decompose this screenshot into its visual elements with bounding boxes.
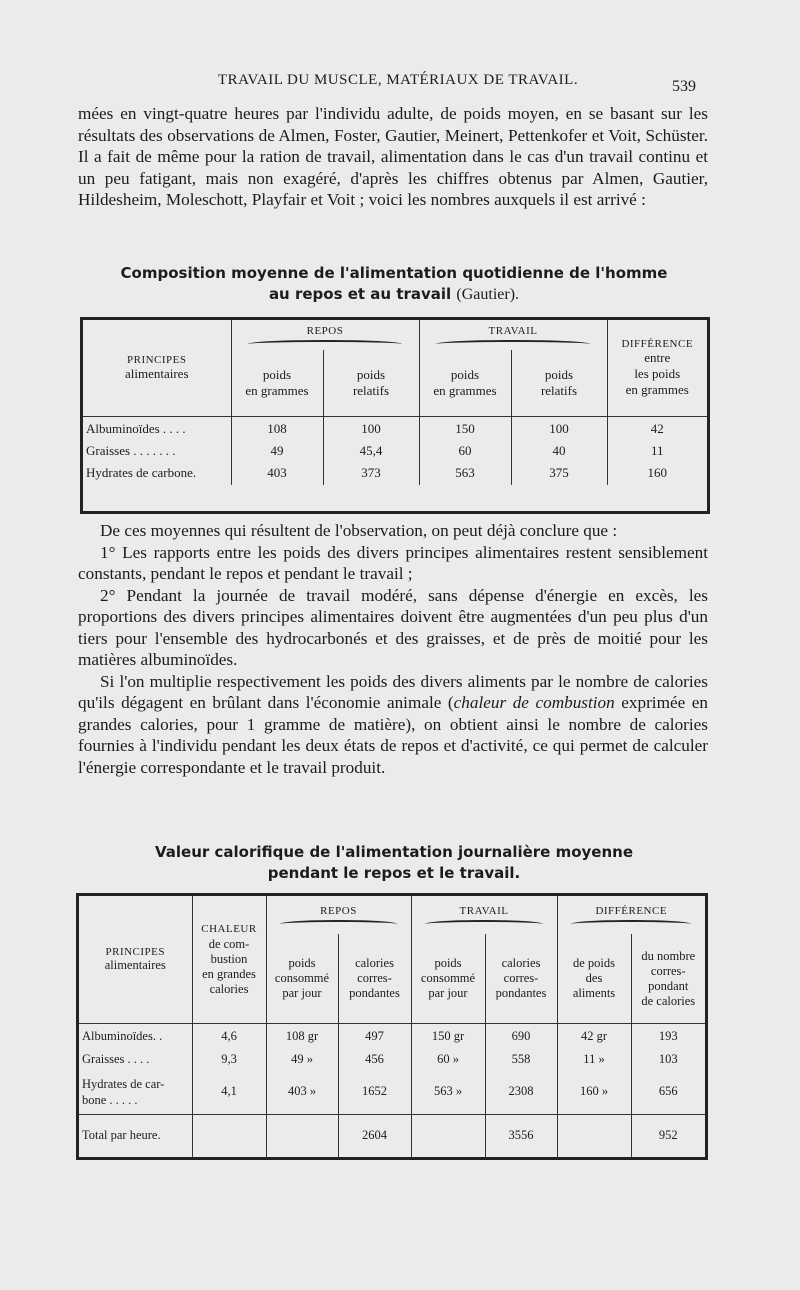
t2-head-chaleur-2: de com- (208, 936, 250, 951)
t1-head-repos (231, 320, 419, 350)
intro-text: mées en vingt-quatre heures par l'individu adulte, de poids moyen, en se basant sur les résultats des observations de Almen, Foster, Gautier, Meinert, Pettenkofer et Voit, Schüster. Il a fait de même pour la ration de travail, alimentation dans le cas d'un travail continu et un peu fatigant, mais non exagéré, d'après les chiffres obtenus par Almen, Gautier, Hildesheim, Moleschott, Playfair et Voit ; voici les nombres auxquels il est arrivé : (78, 104, 708, 209)
calories-paragraph (78, 671, 708, 779)
cell: 690 (485, 1023, 557, 1049)
t2-head-principes-1: PRINCIPES (105, 945, 166, 958)
cell: 456 (338, 1050, 411, 1070)
paragraph: 2° Pendant la journée de travail modéré, sans dépense d'énergie en excès, les proportions des divers principes alimentaires doivent être augmentées d'un peu plus d'un tiers pour l'ensemble des hydrocarbonés et des graisses, et de près de moitié pour les matières albuminoïdes. (78, 585, 708, 669)
t1-sub-repos-relatifs (323, 350, 419, 416)
t1-head-principes-2: alimentaires (124, 365, 189, 381)
t2-head-principes-2: alimentaires (104, 957, 166, 972)
cell: 108 gr (266, 1023, 338, 1049)
t2-sub-label: par jour (428, 986, 468, 1001)
table-row (83, 416, 707, 441)
cell: 952 (658, 1128, 678, 1143)
cell: 2604 (338, 1114, 411, 1157)
running-title: TRAVAIL DU MUSCLE, MATÉRIAUX DE TRAVAIL. (217, 72, 579, 88)
t2-head-chaleur-1: CHALEUR (201, 922, 257, 935)
t2-sub-label: corres- (650, 963, 686, 978)
cell: 103 (658, 1052, 678, 1067)
t1-sub-label: relatifs (540, 382, 578, 398)
table2 (79, 896, 705, 1157)
table2-title-line2: pendant le repos et le travail. (267, 864, 521, 882)
t2-sub-label: par jour (282, 986, 322, 1001)
cell: 100 (323, 416, 419, 441)
table-total-row (79, 1114, 705, 1157)
t2-sub-label: corres- (357, 971, 392, 986)
t2-sub-label: pondantes (495, 986, 547, 1001)
row-label: Albuminoïdes . . . . (83, 416, 231, 441)
t2-head-travail (411, 896, 557, 934)
cell: 160 » (557, 1070, 631, 1115)
t2-sub-label: du nombre (641, 948, 696, 963)
t1-head-repos-label: REPOS (306, 325, 344, 337)
t1-sub-label: relatifs (352, 382, 390, 398)
cell: 42 gr (557, 1023, 631, 1049)
table1-title-line2 (78, 284, 710, 305)
t2-sub-label: consommé (274, 971, 330, 986)
t2-sub-label: poids (434, 956, 462, 971)
t1-sub-repos-grammes (231, 350, 323, 416)
t1-head-principes (83, 320, 231, 416)
t2-head-difference-label: DIFFÉRENCE (595, 904, 668, 917)
cell: 11 » (557, 1050, 631, 1070)
cell: 42 (650, 420, 664, 436)
cell: 108 (231, 416, 323, 441)
conclusions (78, 520, 708, 778)
t2-sub-travail-cal (485, 934, 557, 1023)
table2-title-line1: Valeur calorifique de l'alimentation journalière moyenne (154, 843, 633, 861)
t1-head-difference (607, 320, 707, 416)
cell: 558 (485, 1050, 557, 1070)
t1-head-travail (419, 320, 607, 350)
paragraph: 1° Les rapports entre les poids des divers principes alimentaires restent sensiblement constants, pendant le repos et pendant le travail ; (78, 542, 708, 583)
t2-sub-label: de calories (641, 993, 696, 1008)
t2-head-chaleur-5: calories (209, 981, 249, 996)
t2-sub-label: corres- (503, 971, 539, 986)
t2-sub-diff-cal (631, 934, 705, 1023)
brace-icon (571, 920, 691, 928)
t1-sub-travail-relatifs (511, 350, 607, 416)
table1-title (78, 263, 710, 305)
cell: 3556 (485, 1114, 557, 1157)
cell: 563 » (411, 1070, 485, 1115)
t1-head-diff-1: DIFFÉRENCE (621, 337, 694, 350)
t2-sub-label: poids (288, 956, 316, 971)
t2-head-difference (557, 896, 705, 934)
t1-sub-label: en grammes (433, 382, 497, 398)
table-row (79, 1050, 705, 1070)
t2-sub-label: aliments (572, 986, 616, 1001)
intro-paragraph (78, 103, 708, 211)
t1-sub-label: poids (450, 366, 480, 382)
cell: 403 (231, 461, 323, 485)
t2-sub-repos-cal (338, 934, 411, 1023)
cell: 193 (658, 1029, 678, 1044)
cell: 4,1 (192, 1070, 266, 1115)
t2-sub-label: consommé (420, 971, 476, 986)
t1-head-diff-2: entre (644, 349, 671, 365)
cell: 100 (511, 416, 607, 441)
t2-sub-label: des (585, 971, 603, 986)
cell: 375 (511, 461, 607, 485)
italic-term: chaleur de combustion (453, 693, 615, 712)
table-row (83, 441, 707, 461)
cell: 150 (419, 416, 511, 441)
t2-sub-label: pondantes (349, 986, 400, 1001)
cell: 60 » (411, 1050, 485, 1070)
t2-sub-label: pondant (648, 978, 689, 993)
t2-head-principes (79, 896, 192, 1023)
t1-head-diff-3: les poids (634, 365, 681, 381)
table1-title-line2-bold: au repos et au travail (268, 285, 452, 303)
table1 (83, 320, 707, 511)
brace-icon (425, 920, 543, 928)
table-row (83, 461, 707, 485)
t1-sub-label: poids (544, 366, 574, 382)
cell: 160 (647, 465, 667, 480)
t1-head-travail-label: TRAVAIL (488, 325, 538, 337)
text-span: exprimée en grandes calories, pour 1 gramme de matière), on obtient ainsi le nombre de calories fournies à l'individu pendant les deux états de repos et d'activité, ce qui permet de calculer l'énergie correspondante et le travail produit. (78, 693, 708, 777)
row-label: Hydrates de car-bone . . . . . (79, 1070, 192, 1115)
table1-title-line1: Composition moyenne de l'alimentation quotidienne de l'homme (120, 264, 668, 282)
cell: 656 (631, 1070, 705, 1115)
row-label: Hydrates de carbone. (83, 461, 231, 485)
t1-head-principes-1: PRINCIPES (126, 353, 187, 366)
t2-head-chaleur (192, 896, 266, 1023)
t2-sub-label: de poids (572, 956, 615, 971)
t1-head-diff-4: en grammes (625, 381, 689, 397)
brace-icon (436, 340, 590, 348)
total-label: Total par heure. (79, 1114, 192, 1157)
row-label: Graisses . . . . . . . (83, 441, 231, 461)
t2-head-chaleur-3: bustion (210, 951, 248, 966)
row-label: Albuminoïdes. . (79, 1023, 192, 1049)
t2-sub-label: calories (355, 956, 394, 971)
t1-sub-label: en grammes (245, 382, 309, 398)
t2-sub-travail-poids (411, 934, 485, 1023)
t2-sub-diff-poids (557, 934, 631, 1023)
cell: 497 (338, 1023, 411, 1049)
t2-head-chaleur-4: en grandes (202, 966, 256, 981)
cell: 49 (231, 441, 323, 461)
cell: 11 (650, 443, 664, 458)
cell: 1652 (338, 1070, 411, 1115)
cell: 49 » (266, 1050, 338, 1070)
table-row (79, 1070, 705, 1115)
t2-head-repos (266, 896, 411, 934)
row-label: Graisses . . . . (79, 1050, 192, 1070)
t2-sub-label: calories (501, 956, 541, 971)
cell: 60 (419, 441, 511, 461)
cell: 150 gr (411, 1023, 485, 1049)
t1-sub-label: poids (262, 366, 292, 382)
cell: 4,6 (192, 1023, 266, 1049)
table1-title-line2-plain: (Gautier). (456, 286, 520, 303)
cell: 45,4 (323, 441, 419, 461)
table-row (79, 1023, 705, 1049)
cell: 40 (511, 441, 607, 461)
cell: 2308 (485, 1070, 557, 1115)
table2-title (78, 842, 710, 884)
t2-head-repos-label: REPOS (320, 904, 357, 917)
t1-sub-label: poids (356, 366, 386, 382)
cell: 9,3 (192, 1050, 266, 1070)
cell: 403 » (266, 1070, 338, 1115)
brace-icon (248, 340, 402, 348)
cell: 373 (323, 461, 419, 485)
cell: 563 (419, 461, 511, 485)
paragraph: De ces moyennes qui résultent de l'observation, on peut déjà conclure que : (100, 521, 618, 540)
page-number: 539 (672, 78, 696, 95)
text-span: Si l'on multiplie respectivement les poids des divers aliments par le nombre de calories qu'ils dégagent en brûlant dans l'économie animale ( (78, 671, 708, 712)
brace-icon (280, 920, 397, 928)
t2-head-travail-label: TRAVAIL (459, 904, 509, 917)
t2-sub-repos-poids (266, 934, 338, 1023)
t1-sub-travail-grammes (419, 350, 511, 416)
